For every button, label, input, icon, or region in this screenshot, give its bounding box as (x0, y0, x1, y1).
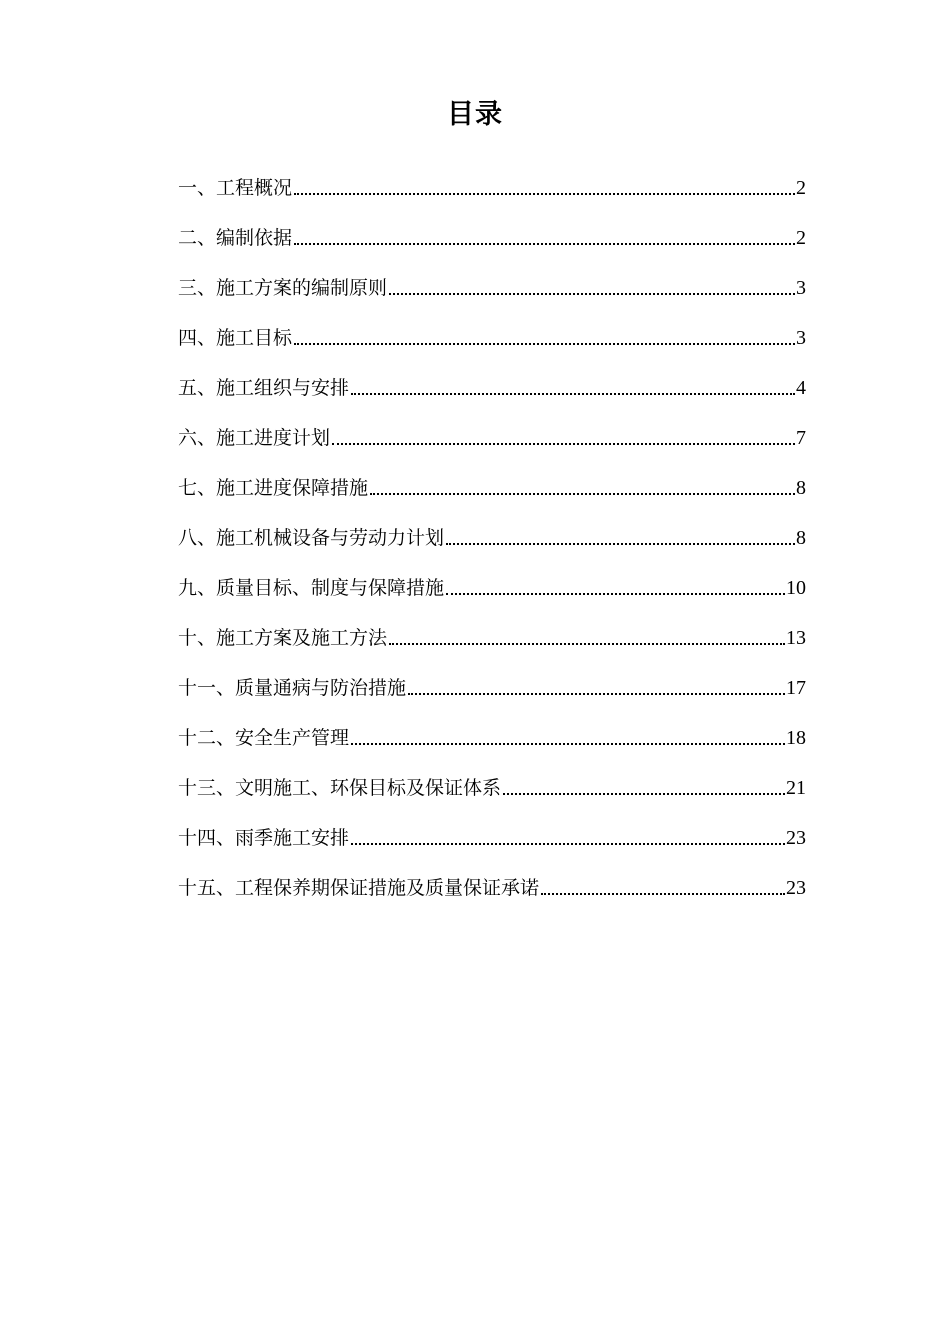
toc-leader-dots (408, 692, 785, 695)
toc-entry-page: 2 (796, 227, 806, 249)
toc-entry-page: 2 (796, 177, 806, 199)
toc-entry-page: 7 (796, 427, 806, 449)
toc-entry[interactable] (178, 304, 806, 354)
toc-leader-dots (389, 642, 785, 645)
toc-leader-dots (541, 892, 785, 895)
toc-entry-page: 3 (796, 327, 806, 349)
toc-entry-page: 23 (786, 877, 806, 899)
toc-entry-page: 17 (786, 677, 806, 699)
toc-list (178, 154, 806, 904)
toc-entry-page: 3 (796, 277, 806, 299)
toc-entry[interactable] (178, 254, 806, 304)
toc-leader-dots (446, 592, 785, 595)
toc-entry[interactable] (178, 754, 806, 804)
toc-leader-dots (351, 392, 795, 395)
toc-entry-label: 十四、雨季施工安排 (178, 827, 350, 849)
toc-leader-dots (446, 542, 795, 545)
toc-entry-page: 21 (786, 777, 806, 799)
toc-entry[interactable] (178, 654, 806, 704)
toc-leader-dots (370, 492, 795, 495)
toc-entry-page: 23 (786, 827, 806, 849)
toc-leader-dots (332, 442, 795, 445)
toc-entry-page: 18 (786, 727, 806, 749)
toc-entry[interactable] (178, 804, 806, 854)
toc-entry-label: 十二、安全生产管理 (178, 727, 350, 749)
toc-entry[interactable] (178, 354, 806, 404)
toc-leader-dots (294, 242, 795, 245)
toc-entry-label: 十五、工程保养期保证措施及质量保证承诺 (178, 877, 540, 899)
toc-entry-label: 六、施工进度计划 (178, 427, 331, 449)
toc-entry[interactable] (178, 454, 806, 504)
toc-leader-dots (294, 342, 795, 345)
toc-title: 目录 (447, 99, 503, 130)
toc-entry[interactable] (178, 604, 806, 654)
toc-entry-label: 七、施工进度保障措施 (178, 477, 369, 499)
toc-entry[interactable] (178, 504, 806, 554)
toc-entry-label: 三、施工方案的编制原则 (178, 277, 388, 299)
toc-entry-page: 10 (786, 577, 806, 599)
toc-entry[interactable] (178, 404, 806, 454)
toc-entry-label: 一、工程概况 (178, 177, 293, 199)
toc-entry[interactable] (178, 204, 806, 254)
toc-entry-label: 十三、文明施工、环保目标及保证体系 (178, 777, 502, 799)
toc-entry-page: 8 (796, 527, 806, 549)
toc-entry-label: 五、施工组织与安排 (178, 377, 350, 399)
toc-entry[interactable] (178, 854, 806, 904)
toc-entry-page: 13 (786, 627, 806, 649)
toc-entry[interactable] (178, 554, 806, 604)
toc-entry[interactable] (178, 704, 806, 754)
toc-leader-dots (294, 192, 795, 195)
toc-entry[interactable] (178, 154, 806, 204)
toc-leader-dots (389, 292, 795, 295)
toc-entry-label: 十一、质量通病与防治措施 (178, 677, 407, 699)
toc-entry-page: 8 (796, 477, 806, 499)
toc-entry-label: 十、施工方案及施工方法 (178, 627, 388, 649)
toc-entry-label: 二、编制依据 (178, 227, 293, 249)
toc-leader-dots (351, 842, 785, 845)
toc-leader-dots (503, 792, 785, 795)
toc-entry-label: 八、施工机械设备与劳动力计划 (178, 527, 445, 549)
toc-entry-label: 九、质量目标、制度与保障措施 (178, 577, 445, 599)
toc-leader-dots (351, 742, 785, 745)
toc-entry-page: 4 (796, 377, 806, 399)
toc-entry-label: 四、施工目标 (178, 327, 293, 349)
